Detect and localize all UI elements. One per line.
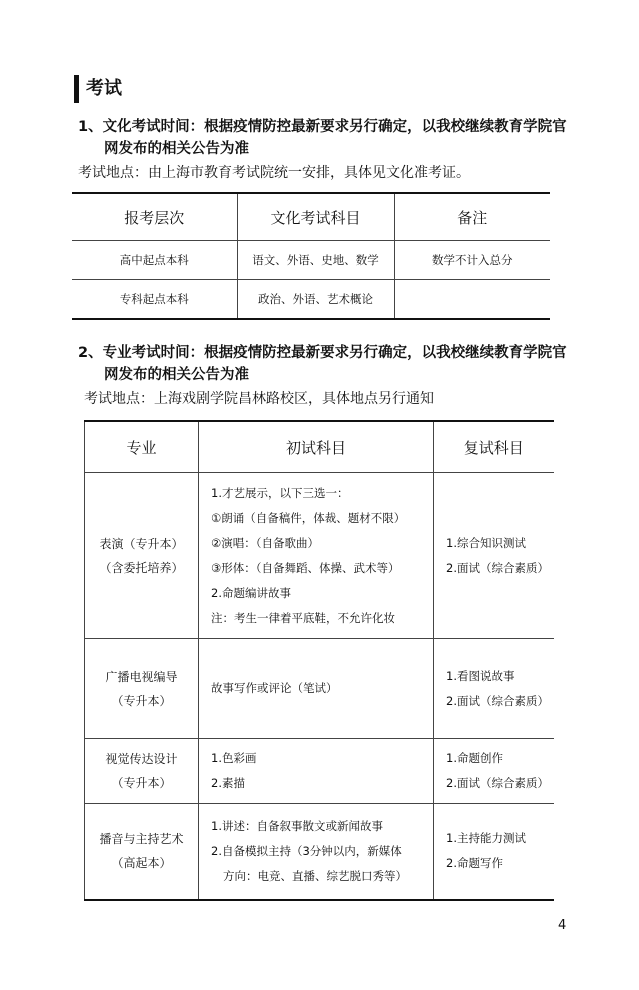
first-round-item: ①朗诵（自备稿件，体裁、题材不限） xyxy=(211,510,406,525)
cell-second-round xyxy=(434,739,554,804)
first-round-item: 注：考生一律着平底鞋，不允许化妆 xyxy=(211,610,395,625)
cell-second-round xyxy=(434,473,554,639)
major-note: （专升本） xyxy=(111,693,172,708)
table-row xyxy=(85,739,554,804)
second-round-item: 1.看图说故事 xyxy=(446,668,515,683)
cell-level: 高中起点本科 xyxy=(72,241,237,280)
table-row xyxy=(85,473,554,639)
cell-notes xyxy=(394,280,550,320)
table-header-row xyxy=(85,421,554,473)
table-row xyxy=(72,280,550,320)
table-row xyxy=(85,804,554,900)
cell-first-round xyxy=(199,739,434,804)
major-name: 播音与主持艺术 xyxy=(99,832,184,847)
culture-exam-table xyxy=(72,192,550,320)
cell-major xyxy=(85,739,199,804)
header-level: 报考层次 xyxy=(72,193,237,241)
first-round-item: ③形体：（自备舞蹈、体操、武术等） xyxy=(211,560,400,575)
page-number: 4 xyxy=(558,918,567,933)
cell-major xyxy=(85,804,199,900)
cell-major xyxy=(85,639,199,739)
cell-level: 专科起点本科 xyxy=(72,280,237,320)
table-header-row xyxy=(72,193,550,241)
culture-exam-place: 考试地点：由上海市教育考试院统一安排，具体见文化准考证。 xyxy=(78,165,470,181)
professional-heading: 2、专业考试时间：根据疫情防控最新要求另行确定，以我校继续教育学院官 xyxy=(78,345,567,361)
major-name: 广播电视编导 xyxy=(105,669,178,684)
header-major: 专业 xyxy=(85,421,199,473)
second-round-item: 2.面试（综合素质） xyxy=(446,560,549,575)
header-first-round: 初试科目 xyxy=(199,421,434,473)
culture-heading-cont: 网发布的相关公告为准 xyxy=(104,141,249,157)
first-round-item: 故事写作或评论（笔试） xyxy=(211,681,338,695)
second-round-item: 1.综合知识测试 xyxy=(446,535,526,550)
cell-notes: 数学不计入总分 xyxy=(394,241,550,280)
major-note: （专升本） xyxy=(111,776,172,790)
first-round-item: 2.自备模拟主持（3分钟以内，新媒体 xyxy=(211,843,402,858)
first-round-item: 1.才艺展示，以下三选一： xyxy=(211,485,349,500)
second-round-item: 2.面试（综合素质） xyxy=(446,776,549,790)
professional-exam-place: 考试地点：上海戏剧学院昌林路校区，具体地点另行通知 xyxy=(84,391,434,407)
cell-subjects: 语文、外语、史地、数学 xyxy=(237,241,394,280)
cell-second-round xyxy=(434,639,554,739)
second-round-item: 1.命题创作 xyxy=(446,751,503,765)
first-round-item: ②演唱：（自备歌曲） xyxy=(211,535,320,550)
cell-major xyxy=(85,473,199,639)
table-row xyxy=(85,639,554,739)
cell-subjects: 政治、外语、艺术概论 xyxy=(237,280,394,320)
header-notes: 备注 xyxy=(394,193,550,241)
professional-exam-table xyxy=(84,420,554,901)
major-note: （含委托培养） xyxy=(99,560,184,575)
culture-heading: 1、文化考试时间：根据疫情防控最新要求另行确定，以我校继续教育学院官 xyxy=(78,119,567,135)
cell-first-round xyxy=(199,473,434,639)
first-round-item: 2.素描 xyxy=(211,776,245,790)
second-round-item: 1.主持能力测试 xyxy=(446,831,526,846)
first-round-item: 1.色彩画 xyxy=(211,751,257,765)
cell-first-round xyxy=(199,804,434,900)
second-round-item: 2.面试（综合素质） xyxy=(446,693,549,708)
first-round-item: 方向：电竞、直播、综艺脱口秀等） xyxy=(223,868,407,883)
first-round-item: 2.命题编讲故事 xyxy=(211,585,291,600)
cell-first-round xyxy=(199,639,434,739)
header-subjects: 文化考试科目 xyxy=(237,193,394,241)
major-name: 视觉传达设计 xyxy=(105,752,178,766)
professional-heading-cont: 网发布的相关公告为准 xyxy=(104,367,249,383)
section-marker xyxy=(74,75,79,103)
cell-second-round xyxy=(434,804,554,900)
header-second-round: 复试科目 xyxy=(434,421,554,473)
second-round-item: 2.命题写作 xyxy=(446,856,503,871)
major-name: 表演（专升本） xyxy=(99,536,184,551)
table-row xyxy=(72,241,550,280)
section-title: 考试 xyxy=(86,78,122,99)
major-note: （高起本） xyxy=(111,856,172,871)
first-round-item: 1.讲述：自备叙事散文或新闻故事 xyxy=(211,818,383,833)
